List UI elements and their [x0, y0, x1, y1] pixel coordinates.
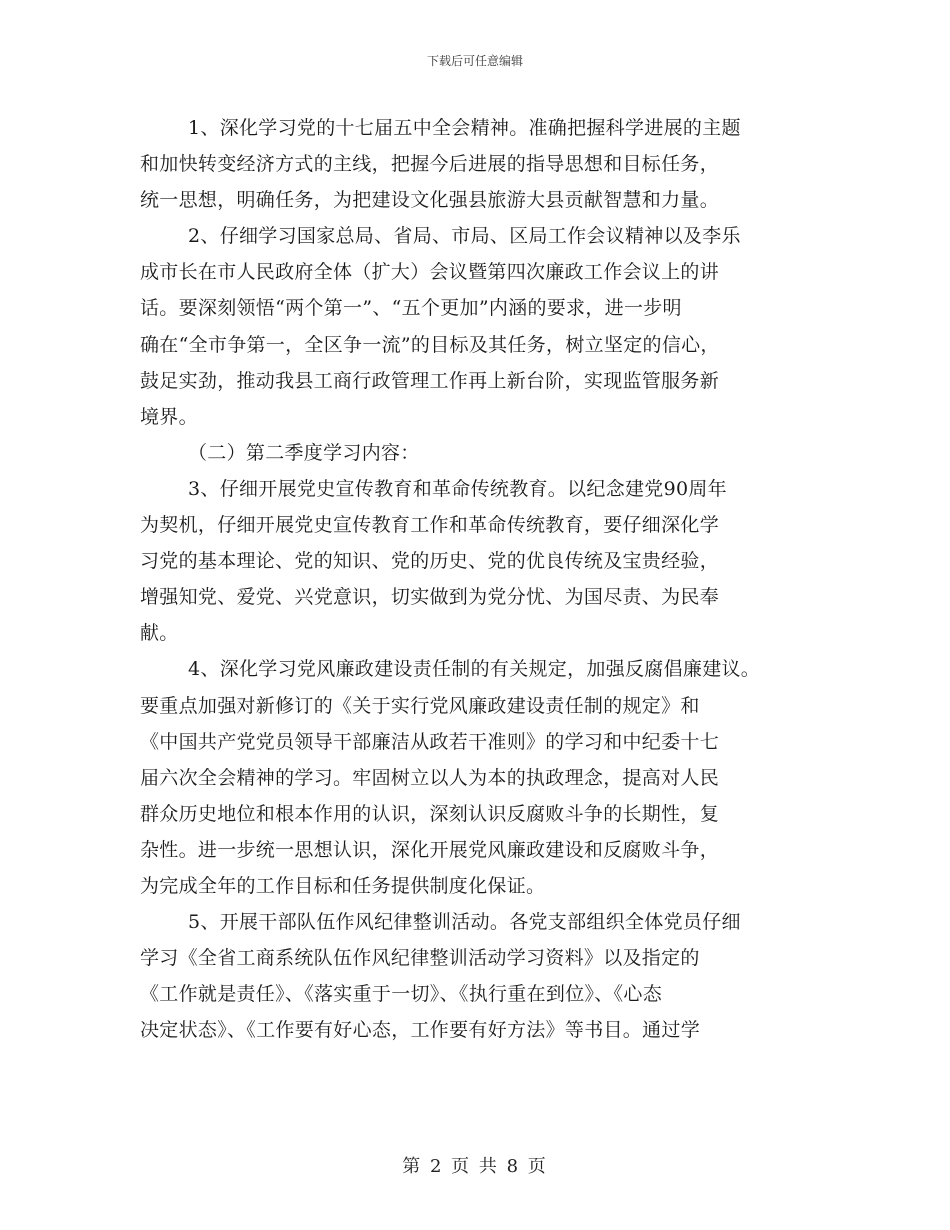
page-footer: 第 2 页 共 8 页 [402, 1156, 548, 1177]
text-line: 鼓足实劲，推动我县工商行政管理工作再上新台阶，实现监管服务新 [140, 369, 720, 392]
text-line: 届六次全会精神的学习。牢固树立以人为本的执政理念，提高对人民 [140, 766, 720, 789]
text-line: 学习《全省工商系统队伍作风纪律整训活动学习资料》以及指定的 [140, 947, 700, 970]
text-line: 1、深化学习党的十七届五中全会精神。准确把握科学进展的主题 [188, 117, 741, 139]
text-line: 确在“全市争第一，全区争一流”的目标及其任务，树立坚定的信心， [140, 333, 720, 356]
text-line: 4、深化学习党风廉政建设责任制的有关规定，加强反腐倡廉建议。 [188, 658, 761, 681]
text-line: （二）第二季度学习内容： [188, 441, 420, 464]
text-line: 《中国共产党党员领导干部廉洁从政若干准则》的学习和中纪委十七 [140, 730, 720, 753]
text-line: 成市长在市人民政府全体（扩大）会议暨第四次廉政工作会议上的讲 [140, 261, 720, 284]
text-line: 决定状态》、《工作要有好心态，工作要有好方法》等书目。通过学 [140, 1019, 701, 1042]
text-line: 增强知党、爱党、兴党意识，切实做到为党分忧、为国尽责、为民奉 [140, 586, 720, 609]
text-line: 杂性。进一步统一思想认识，深化开展党风廉政建设和反腐败斗争， [140, 838, 720, 861]
text-line: 2、仔细学习国家总局、省局、市局、区局工作会议精神以及李乐 [188, 225, 741, 248]
text-line: 3、仔细开展党史宣传教育和革命传统教育。以纪念建党90周年 [188, 477, 727, 500]
text-line: 习党的基本理论、党的知识、党的历史、党的优良传统及宝贵经验， [140, 550, 720, 573]
text-line: 要重点加强对新修订的《关于实行党风廉政建设责任制的规定》和 [140, 694, 700, 717]
document-body [140, 110, 820, 1048]
text-line: 统一思想，明确任务，为把建设文化强县旅游大县贡献智慧和力量。 [140, 189, 720, 212]
page-header: 下载后可任意编辑 [426, 54, 523, 68]
text-line: 《工作就是责任》、《落实重于一切》、《执行重在到位》、《心态 [140, 983, 663, 1006]
text-line: 和加快转变经济方式的主线，把握今后进展的指导思想和目标任务， [140, 153, 720, 176]
text-line: 为完成全年的工作目标和任务提供制度化保证。 [140, 874, 546, 897]
text-line: 为契机，仔细开展党史宣传教育工作和革命传统教育，要仔细深化学 [140, 514, 720, 537]
text-line: 境界。 [140, 405, 198, 428]
text-line: 群众历史地位和根本作用的认识，深刻认识反腐败斗争的长期性，复 [140, 802, 720, 825]
text-line: 5、开展干部队伍作风纪律整训活动。各党支部组织全体党员仔细 [188, 911, 741, 934]
text-line: 话。要深刻领悟“两个第一”、“五个更加”内涵的要求，进一步明 [140, 297, 682, 320]
text-line: 献。 [140, 622, 179, 645]
